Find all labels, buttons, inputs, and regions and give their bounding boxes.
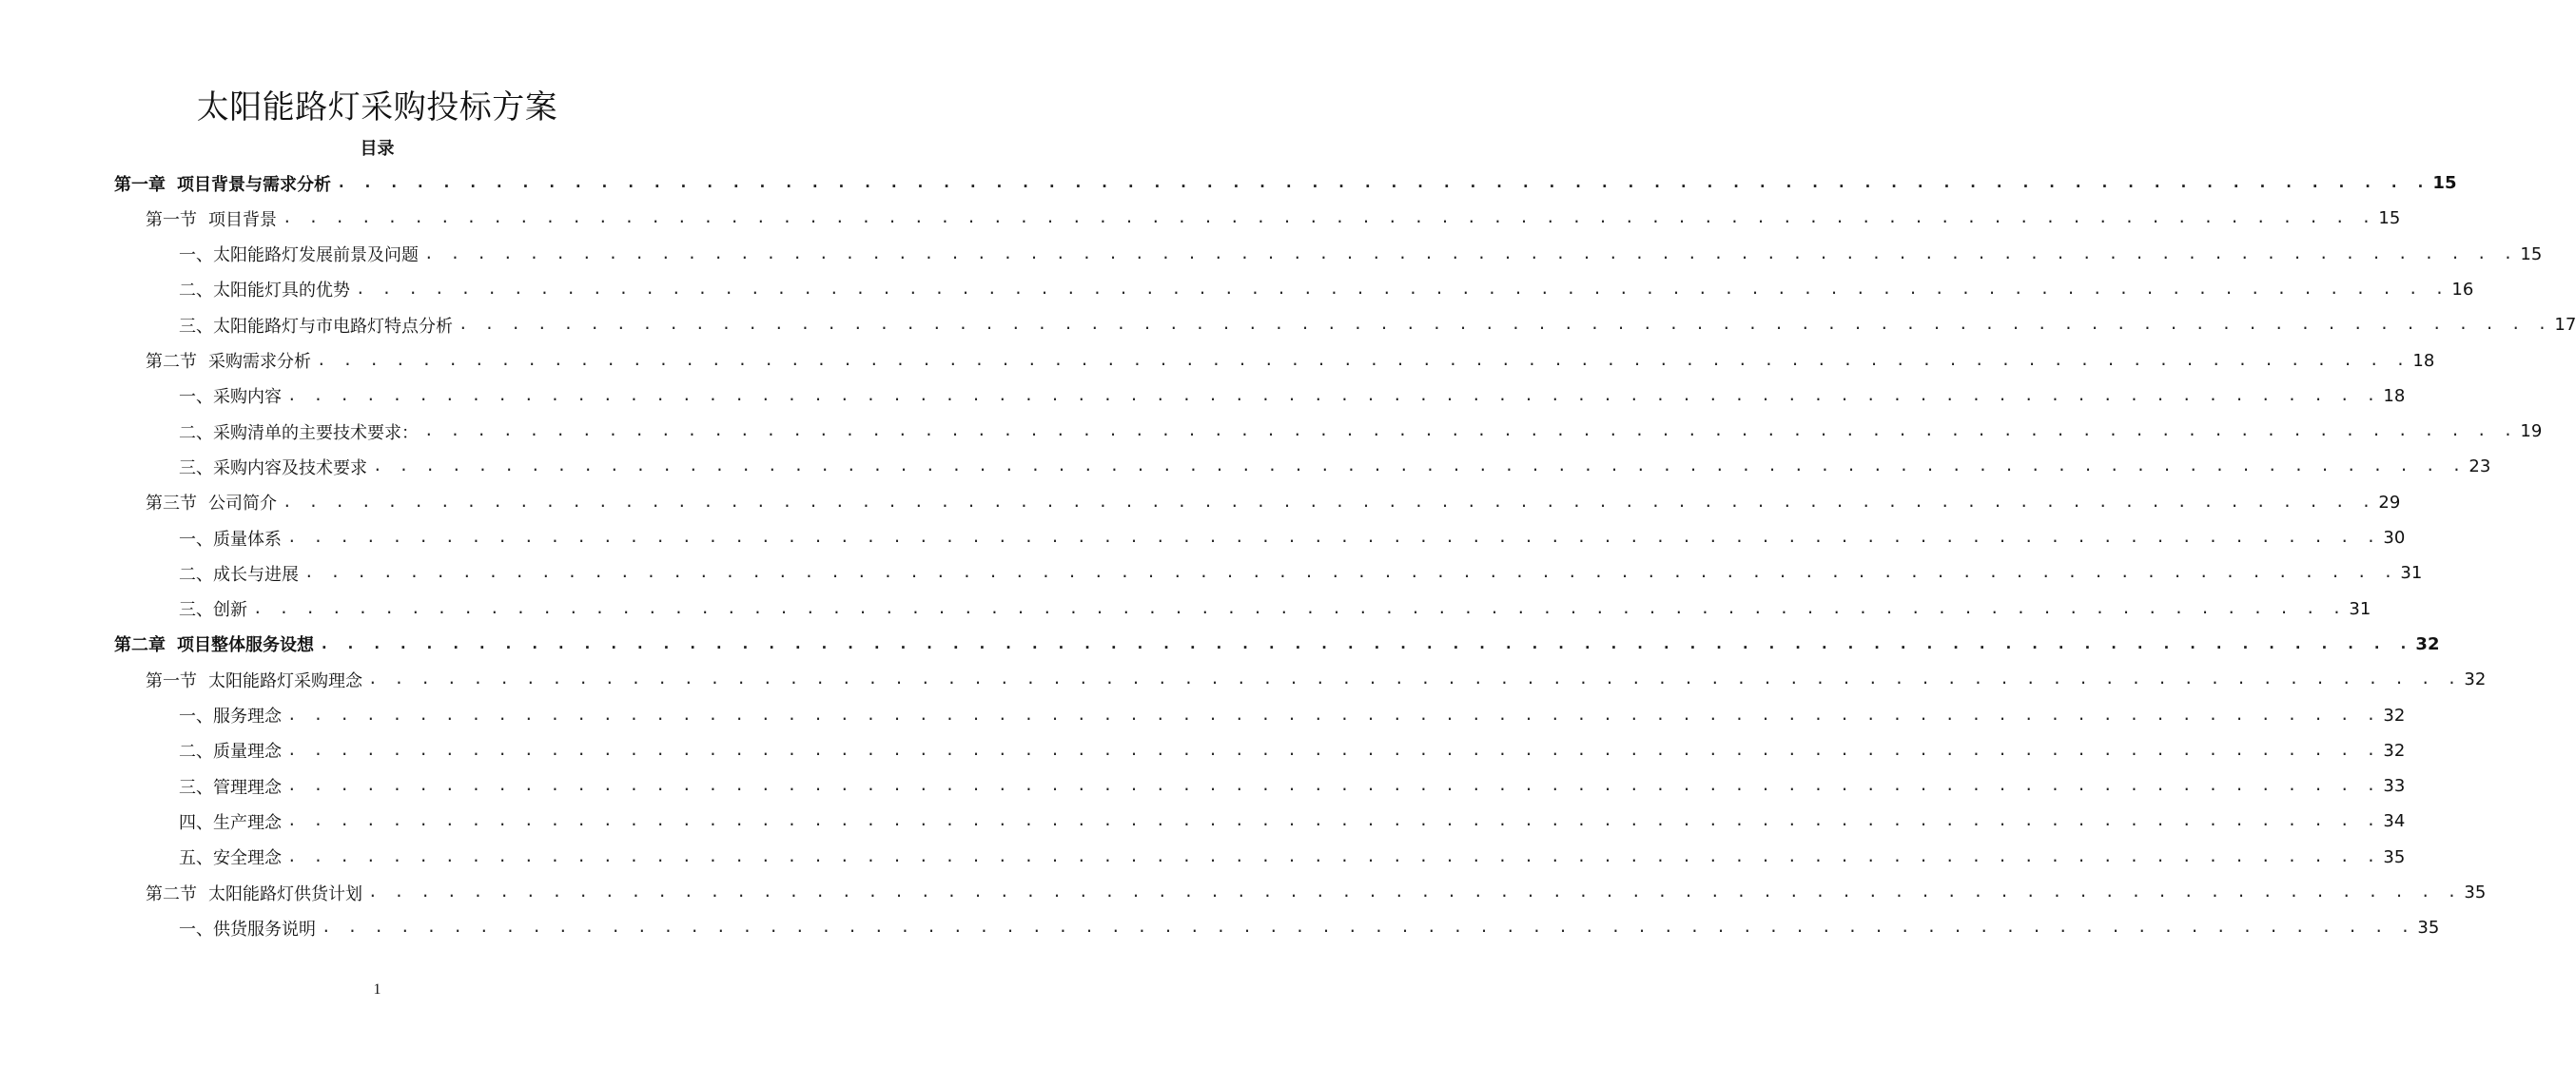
dot-leader: . . . . . . . . . . . . . . . . . . . . . . . . . . . . . . . . . . . . . . . . . . . . . . . . . . . . . . . . . . . . . . . . . . . . . . . . . . . . . . . . <box>287 846 2380 865</box>
toc-entry-label <box>179 561 299 586</box>
toc-entry[interactable] <box>179 592 2371 627</box>
toc-entry-prefix: 四、 <box>179 812 213 833</box>
toc-entry[interactable] <box>179 237 2543 272</box>
toc-entry-label <box>179 844 282 869</box>
toc-entry[interactable] <box>146 875 2487 910</box>
toc-entry-label <box>179 809 282 834</box>
toc-entry[interactable] <box>179 840 2406 875</box>
toc-entry-title: 太阳能路灯与市电路灯特点分析 <box>213 316 453 337</box>
document-title: 太阳能路灯采购投标方案 <box>196 88 558 126</box>
toc-entry-page: 18 <box>2412 350 2435 371</box>
dot-leader: . . . . . . . . . . . . . . . . . . . . . . . . . . . . . . . . . . . . . . . . . . . . . . . . . . . . . . . . . . . . . . . . . . . . . . . . . . . . . . . . <box>459 315 2551 334</box>
toc-entry-page: 29 <box>2378 492 2401 513</box>
dot-leader: . . . . . . . . . . . . . . . . . . . . . . . . . . . . . . . . . . . . . . . . . . . . . . . . . . . . . . . . . . . . . . . . . . . . . . . . . . . . . . . . <box>337 173 2430 191</box>
toc-entry-title: 太阳能路灯发展前景及问题 <box>213 245 419 266</box>
toc-entry-label <box>146 881 362 905</box>
dot-leader: . . . . . . . . . . . . . . . . . . . . . . . . . . . . . . . . . . . . . . . . . . . . . . . . . . . . . . . . . . . . . . . . . . . . . . . . . . . . . . . . <box>424 243 2517 262</box>
toc-entry[interactable] <box>114 627 2440 662</box>
toc-entry-page: 31 <box>2400 563 2423 584</box>
dot-leader: . . . . . . . . . . . . . . . . . . . . . . . . . . . . . . . . . . . . . . . . . . . . . . . . . . . . . . . . . . . . . . . . . . . . . . . . . . . . . . . . <box>283 208 2375 227</box>
toc-entry-prefix: 三、 <box>179 457 213 478</box>
toc-entry-title: 质量理念 <box>213 742 282 763</box>
toc-entry-label <box>179 526 282 551</box>
toc-entry-label <box>179 596 247 621</box>
dot-leader: . . . . . . . . . . . . . . . . . . . . . . . . . . . . . . . . . . . . . . . . . . . . . . . . . . . . . . . . . . . . . . . . . . . . . . . . . . . . . . . . <box>287 385 2380 404</box>
dot-leader: . . . . . . . . . . . . . . . . . . . . . . . . . . . . . . . . . . . . . . . . . . . . . . . . . . . . . . . . . . . . . . . . . . . . . . . . . . . . . . . . <box>424 421 2517 440</box>
toc-entry-page: 34 <box>2383 811 2406 832</box>
page-number: 1 <box>373 981 381 998</box>
toc-entry-prefix: 第三节 <box>146 494 197 514</box>
toc-entry-label <box>146 668 362 692</box>
toc-entry-prefix: 一、 <box>179 919 213 940</box>
toc-entry-prefix: 三、 <box>179 316 213 337</box>
dot-leader: . . . . . . . . . . . . . . . . . . . . . . . . . . . . . . . . . . . . . . . . . . . . . . . . . . . . . . . . . . . . . . . . . . . . . . . . . . . . . . . . <box>287 740 2380 759</box>
toc-entry-prefix: 五、 <box>179 848 213 869</box>
toc-entry-prefix: 第二节 <box>146 352 197 372</box>
toc-entry-prefix: 第二节 <box>146 883 197 904</box>
toc-entry-page: 16 <box>2451 279 2474 300</box>
toc-entry-prefix: 三、 <box>179 777 213 798</box>
toc-entry-label <box>179 242 419 266</box>
toc-entry[interactable] <box>179 910 2440 945</box>
toc-entry-prefix: 一、 <box>179 529 213 550</box>
dot-leader: . . . . . . . . . . . . . . . . . . . . . . . . . . . . . . . . . . . . . . . . . . . . . . . . . . . . . . . . . . . . . . . . . . . . . . . . . . . . . . . . <box>368 669 2461 689</box>
dot-leader: . . . . . . . . . . . . . . . . . . . . . . . . . . . . . . . . . . . . . . . . . . . . . . . . . . . . . . . . . . . . . . . . . . . . . . . . . . . . . . . . <box>320 633 2412 652</box>
toc-entry[interactable] <box>179 698 2406 733</box>
toc-entry-label <box>146 206 277 231</box>
toc-entry-page: 35 <box>2383 846 2406 867</box>
toc-entry-title: 项目背景与需求分析 <box>177 174 331 195</box>
toc-entry-prefix: 二、 <box>179 422 213 443</box>
toc-entry-page: 32 <box>2383 740 2406 761</box>
toc-entry-title: 生产理念 <box>213 812 282 833</box>
toc-entry-title: 采购清单的主要技术要求： <box>213 422 419 443</box>
toc-entry-page: 33 <box>2383 776 2406 797</box>
toc-entry-title: 采购内容 <box>213 387 282 408</box>
toc-entry-label <box>179 774 282 799</box>
toc-entry-label <box>179 313 453 338</box>
toc-entry-title: 项目背景 <box>208 209 277 230</box>
dot-leader: . . . . . . . . . . . . . . . . . . . . . . . . . . . . . . . . . . . . . . . . . . . . . . . . . . . . . . . . . . . . . . . . . . . . . . . . . . . . . . . . <box>287 528 2380 546</box>
toc-entry-prefix: 第二章 <box>114 635 166 656</box>
toc-entry[interactable] <box>179 520 2406 555</box>
toc-entry-title: 成长与进展 <box>213 564 299 585</box>
toc-entry-label <box>179 916 316 941</box>
toc-entry-title: 项目整体服务设想 <box>177 635 314 656</box>
dot-leader: . . . . . . . . . . . . . . . . . . . . . . . . . . . . . . . . . . . . . . . . . . . . . . . . . . . . . . . . . . . . . . . . . . . . . . . . . . . . . . . . <box>368 883 2461 901</box>
dot-leader: . . . . . . . . . . . . . . . . . . . . . . . . . . . . . . . . . . . . . . . . . . . . . . . . . . . . . . . . . . . . . . . . . . . . . . . . . . . . . . . . <box>373 456 2466 475</box>
toc-entry-label <box>179 277 350 301</box>
toc-entry-label <box>146 490 277 514</box>
toc-entry-label <box>179 383 282 408</box>
toc-entry-title: 供货服务说明 <box>213 919 316 940</box>
toc-entry-page: 31 <box>2349 598 2371 619</box>
toc-entry-prefix: 一、 <box>179 245 213 266</box>
toc-entry[interactable] <box>146 201 2401 236</box>
toc-entry[interactable] <box>179 733 2406 768</box>
toc-entry-page: 19 <box>2520 421 2543 442</box>
toc-entry-title: 采购需求分析 <box>208 352 311 372</box>
toc-entry-label <box>179 703 282 728</box>
toc-entry-label <box>114 171 331 196</box>
toc-entry-label <box>146 348 311 373</box>
toc-entry-page: 32 <box>2383 705 2406 726</box>
toc-entry-title: 太阳能路灯供货计划 <box>208 883 362 904</box>
toc-entry-label <box>114 631 314 656</box>
toc-entry-title: 质量体系 <box>213 529 282 550</box>
toc-entry-title: 创新 <box>213 600 247 621</box>
toc-entry-prefix: 第一节 <box>146 209 197 230</box>
dot-leader: . . . . . . . . . . . . . . . . . . . . . . . . . . . . . . . . . . . . . . . . . . . . . . . . . . . . . . . . . . . . . . . . . . . . . . . . . . . . . . . . <box>287 811 2380 830</box>
toc-entry-prefix: 二、 <box>179 564 213 585</box>
toc-entry-page: 32 <box>2415 633 2440 654</box>
toc-entry-label <box>179 455 367 479</box>
toc-heading: 目录 <box>360 139 395 159</box>
toc-entry[interactable] <box>179 768 2406 804</box>
dot-leader: . . . . . . . . . . . . . . . . . . . . . . . . . . . . . . . . . . . . . . . . . . . . . . . . . . . . . . . . . . . . . . . . . . . . . . . . . . . . . . . . <box>304 563 2397 582</box>
toc-entry-page: 35 <box>2417 918 2440 939</box>
toc-entry-title: 太阳能灯具的优势 <box>213 281 350 301</box>
toc-entry[interactable] <box>179 272 2474 307</box>
toc-entry[interactable] <box>146 662 2487 697</box>
toc-entry-page: 35 <box>2464 883 2487 902</box>
toc-entry-title: 管理理念 <box>213 777 282 798</box>
toc-entry-title: 采购内容及技术要求 <box>213 457 367 478</box>
toc-entry-page: 18 <box>2383 385 2406 406</box>
toc-entry[interactable] <box>179 414 2543 449</box>
dot-leader: . . . . . . . . . . . . . . . . . . . . . . . . . . . . . . . . . . . . . . . . . . . . . . . . . . . . . . . . . . . . . . . . . . . . . . . . . . . . . . . . <box>287 776 2380 795</box>
toc-entry-label <box>179 419 419 444</box>
dot-leader: . . . . . . . . . . . . . . . . . . . . . . . . . . . . . . . . . . . . . . . . . . . . . . . . . . . . . . . . . . . . . . . . . . . . . . . . . . . . . . . . <box>287 705 2380 724</box>
toc-entry[interactable] <box>146 343 2435 378</box>
toc-entry-prefix: 二、 <box>179 281 213 301</box>
toc-entry-prefix: 一、 <box>179 387 213 408</box>
toc-entry[interactable] <box>146 485 2401 520</box>
toc-entry-title: 太阳能路灯采购理念 <box>208 670 362 691</box>
toc-entry-prefix: 第一节 <box>146 670 197 691</box>
toc-entry[interactable] <box>179 307 2576 342</box>
toc-entry[interactable] <box>114 165 2457 201</box>
toc-entry-prefix: 一、 <box>179 707 213 727</box>
toc-entry-prefix: 二、 <box>179 742 213 763</box>
toc-entry-page: 23 <box>2469 456 2491 477</box>
dot-leader: . . . . . . . . . . . . . . . . . . . . . . . . . . . . . . . . . . . . . . . . . . . . . . . . . . . . . . . . . . . . . . . . . . . . . . . . . . . . . . . . <box>322 918 2414 937</box>
toc-entry-page: 15 <box>2378 208 2401 229</box>
toc-entry-title: 服务理念 <box>213 707 282 727</box>
dot-leader: . . . . . . . . . . . . . . . . . . . . . . . . . . . . . . . . . . . . . . . . . . . . . . . . . . . . . . . . . . . . . . . . . . . . . . . . . . . . . . . . <box>356 279 2449 298</box>
toc-entry-label <box>179 738 282 763</box>
toc-entry[interactable] <box>179 449 2491 484</box>
toc-entry-prefix: 第一章 <box>114 174 166 195</box>
toc-entry-page: 17 <box>2554 315 2576 336</box>
toc-entry-title: 安全理念 <box>213 848 282 869</box>
toc-entry-page: 15 <box>2520 243 2543 264</box>
toc-entry-page: 32 <box>2464 669 2487 690</box>
toc-entry-page: 15 <box>2432 173 2457 193</box>
dot-leader: . . . . . . . . . . . . . . . . . . . . . . . . . . . . . . . . . . . . . . . . . . . . . . . . . . . . . . . . . . . . . . . . . . . . . . . . . . . . . . . . <box>283 492 2375 511</box>
toc-entry[interactable] <box>179 378 2406 414</box>
dot-leader: . . . . . . . . . . . . . . . . . . . . . . . . . . . . . . . . . . . . . . . . . . . . . . . . . . . . . . . . . . . . . . . . . . . . . . . . . . . . . . . . <box>317 350 2410 369</box>
toc-entry-page: 30 <box>2383 528 2406 548</box>
toc-entry-title: 公司简介 <box>208 494 277 514</box>
toc-entry[interactable] <box>179 555 2423 591</box>
dot-leader: . . . . . . . . . . . . . . . . . . . . . . . . . . . . . . . . . . . . . . . . . . . . . . . . . . . . . . . . . . . . . . . . . . . . . . . . . . . . . . . . <box>253 598 2346 617</box>
toc-entry-prefix: 三、 <box>179 600 213 621</box>
toc-entry[interactable] <box>179 804 2406 839</box>
